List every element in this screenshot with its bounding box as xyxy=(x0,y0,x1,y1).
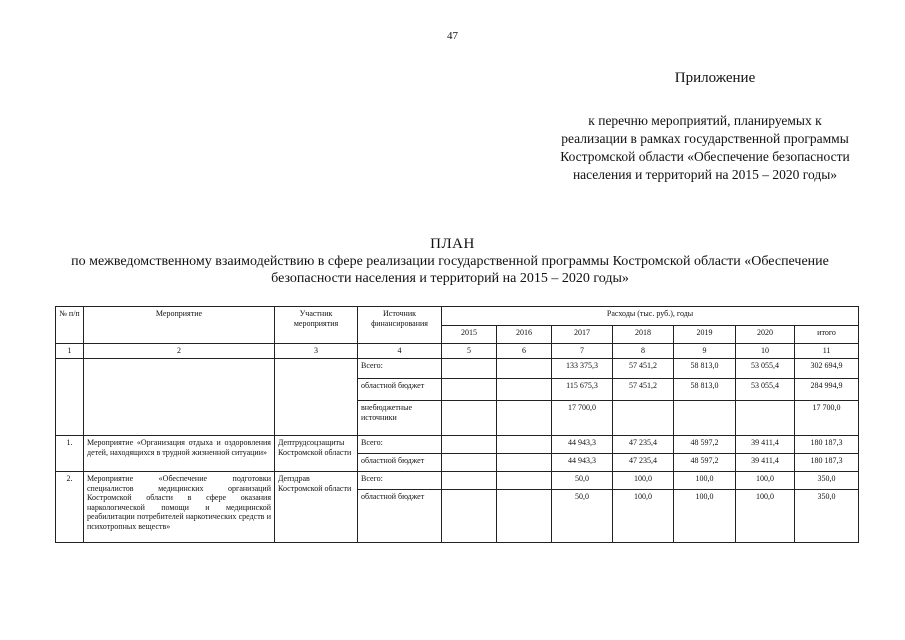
source-cell: областной бюджет xyxy=(358,379,442,401)
header-expenses: Расходы (тыс. руб.), годы xyxy=(442,307,859,326)
value-cell: 350,0 xyxy=(795,490,859,543)
source-cell: Всего: xyxy=(358,472,442,490)
value-cell xyxy=(442,401,497,436)
value-cell: 50,0 xyxy=(552,490,613,543)
value-cell: 100,0 xyxy=(736,472,795,490)
value-cell: 100,0 xyxy=(613,490,674,543)
value-cell: 53 055,4 xyxy=(736,379,795,401)
value-cell: 53 055,4 xyxy=(736,359,795,379)
column-number: 4 xyxy=(358,344,442,359)
item-event: Мероприятие «Организация отдыха и оздоровления детей, находящихся в трудной жизненной ситуации» xyxy=(84,436,275,472)
plan-title: ПЛАН xyxy=(430,236,475,252)
item-participant: Депздрав Костромской области xyxy=(275,472,358,543)
value-cell xyxy=(497,490,552,543)
plan-subtitle: по межведомственному взаимодействию в сфере реализации государственной программы Костромской области «Обеспечение безопасности населения и территорий на 2015 – 2020 годы» xyxy=(71,254,829,286)
table-row xyxy=(56,436,859,454)
column-number: 7 xyxy=(552,344,613,359)
value-cell: 48 597,2 xyxy=(674,454,736,472)
page-number: 47 xyxy=(447,30,458,42)
table-row xyxy=(56,359,859,379)
value-cell xyxy=(442,436,497,454)
value-cell: 44 943,3 xyxy=(552,436,613,454)
value-cell: 180 187,3 xyxy=(795,436,859,454)
column-number: 5 xyxy=(442,344,497,359)
value-cell: 58 813,0 xyxy=(674,359,736,379)
value-cell: 17 700,0 xyxy=(552,401,613,436)
value-cell: 48 597,2 xyxy=(674,436,736,454)
header-total: итого xyxy=(795,326,859,344)
header-source: Источник финансирования xyxy=(358,307,442,344)
summary-participant-cell xyxy=(275,359,358,436)
value-cell xyxy=(497,401,552,436)
value-cell xyxy=(442,454,497,472)
value-cell xyxy=(442,472,497,490)
appendix-title: Приложение xyxy=(674,70,756,86)
value-cell: 100,0 xyxy=(613,472,674,490)
header-year: 2016 xyxy=(497,326,552,344)
header-num: № п/п xyxy=(56,307,84,344)
item-event: Мероприятие «Обеспечение подготовки специалистов медицинских организаций Костромской области в сфере оказания наркологической помощи и медицинской реабилитации потребителей наркотических средств и психотропных веществ» xyxy=(84,472,275,543)
source-cell: областной бюджет xyxy=(358,490,442,543)
summary-event-cell xyxy=(84,359,275,436)
item-participant: Дептрудсоцзащиты Костромской области xyxy=(275,436,358,472)
header-year: 2020 xyxy=(736,326,795,344)
value-cell: 115 675,3 xyxy=(552,379,613,401)
value-cell xyxy=(497,454,552,472)
value-cell: 284 994,9 xyxy=(795,379,859,401)
value-cell xyxy=(442,490,497,543)
column-number: 1 xyxy=(56,344,84,359)
value-cell xyxy=(736,401,795,436)
column-number: 6 xyxy=(497,344,552,359)
value-cell: 44 943,3 xyxy=(552,454,613,472)
value-cell: 50,0 xyxy=(552,472,613,490)
summary-num-cell xyxy=(56,359,84,436)
value-cell xyxy=(442,379,497,401)
header-year: 2017 xyxy=(552,326,613,344)
value-cell xyxy=(497,379,552,401)
value-cell xyxy=(497,359,552,379)
value-cell: 302 694,9 xyxy=(795,359,859,379)
value-cell xyxy=(674,401,736,436)
column-number: 3 xyxy=(275,344,358,359)
header-year: 2015 xyxy=(442,326,497,344)
value-cell: 100,0 xyxy=(674,472,736,490)
value-cell xyxy=(497,472,552,490)
value-cell: 350,0 xyxy=(795,472,859,490)
value-cell: 47 235,4 xyxy=(613,454,674,472)
value-cell: 57 451,2 xyxy=(613,379,674,401)
source-cell: областной бюджет xyxy=(358,454,442,472)
header-year: 2018 xyxy=(613,326,674,344)
source-cell: Всего: xyxy=(358,436,442,454)
column-number: 10 xyxy=(736,344,795,359)
header-participant: Участник мероприятия xyxy=(275,307,358,344)
item-num: 1. xyxy=(56,436,84,472)
value-cell: 133 375,3 xyxy=(552,359,613,379)
value-cell: 100,0 xyxy=(674,490,736,543)
value-cell: 47 235,4 xyxy=(613,436,674,454)
value-cell: 17 700,0 xyxy=(795,401,859,436)
table-row xyxy=(56,472,859,490)
value-cell: 57 451,2 xyxy=(613,359,674,379)
value-cell: 39 411,4 xyxy=(736,454,795,472)
header-event: Мероприятие xyxy=(84,307,275,344)
item-num: 2. xyxy=(56,472,84,543)
value-cell xyxy=(613,401,674,436)
column-number: 11 xyxy=(795,344,859,359)
appendix-text: к перечню мероприятий, планируемых к реализации в рамках государственной программы Костромской области «Обеспечение безопасности населения и территорий на 2015 – 2020 годы» xyxy=(560,113,850,182)
header-year: 2019 xyxy=(674,326,736,344)
value-cell: 58 813,0 xyxy=(674,379,736,401)
value-cell: 180 187,3 xyxy=(795,454,859,472)
column-number: 9 xyxy=(674,344,736,359)
column-number: 2 xyxy=(84,344,275,359)
value-cell xyxy=(497,436,552,454)
value-cell: 39 411,4 xyxy=(736,436,795,454)
source-cell: внебюджетные источники xyxy=(358,401,442,436)
source-cell: Всего: xyxy=(358,359,442,379)
plan-table xyxy=(55,306,859,543)
value-cell: 100,0 xyxy=(736,490,795,543)
column-number: 8 xyxy=(613,344,674,359)
value-cell xyxy=(442,359,497,379)
